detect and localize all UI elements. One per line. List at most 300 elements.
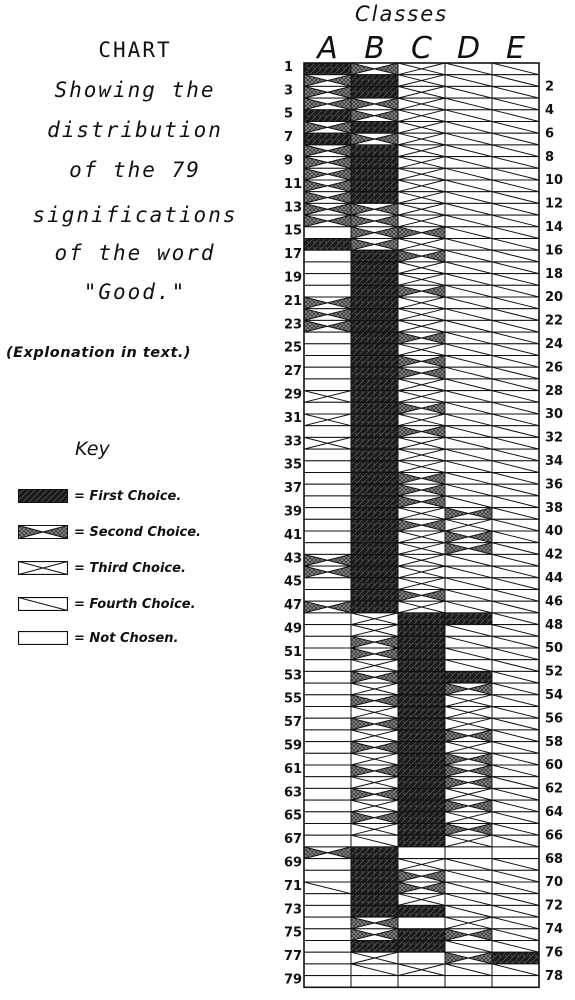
grid-cell	[351, 976, 398, 988]
grid-cell	[492, 531, 539, 543]
row-number-label: 61	[284, 761, 303, 777]
row-number-label: 52	[545, 664, 564, 680]
grid-cell	[492, 367, 539, 379]
grid-cell	[445, 402, 492, 414]
grid-cell	[398, 262, 445, 274]
grid-cell	[445, 707, 492, 719]
grid-cell	[492, 449, 539, 461]
grid-cell	[304, 765, 351, 777]
grid-cell	[304, 695, 351, 707]
grid-cell	[445, 964, 492, 976]
grid-cell	[351, 952, 398, 964]
grid-cell	[492, 742, 539, 754]
grid-cell	[304, 496, 351, 508]
grid-cell	[398, 578, 445, 590]
grid-cell	[398, 613, 445, 625]
grid-cell	[445, 379, 492, 391]
grid-cell	[492, 86, 539, 98]
grid-cell	[398, 86, 445, 98]
grid-cell	[304, 449, 351, 461]
grid-cell	[398, 952, 445, 964]
chart-title-line: distribution	[47, 118, 223, 142]
grid-cell	[398, 777, 445, 789]
grid-cell	[304, 484, 351, 496]
grid-cell	[351, 824, 398, 836]
row-number-label: 1	[284, 59, 294, 75]
grid-cell	[351, 753, 398, 765]
grid-cell	[398, 765, 445, 777]
grid-cell	[492, 437, 539, 449]
grid-cell	[351, 133, 398, 145]
grid-cell	[304, 683, 351, 695]
grid-cell	[304, 110, 351, 122]
grid-cell	[398, 905, 445, 917]
row-number-label: 17	[284, 247, 303, 263]
legend-label: = Fourth Choice.	[74, 596, 196, 612]
grid-cell	[492, 133, 539, 145]
row-number-label: 23	[284, 317, 303, 333]
grid-cell	[351, 426, 398, 438]
grid-cell	[492, 496, 539, 508]
grid-cell	[304, 157, 351, 169]
grid-cell	[492, 356, 539, 368]
grid-cell	[492, 554, 539, 566]
row-number-label: 40	[545, 524, 564, 540]
grid-cell	[398, 636, 445, 648]
grid-cell	[445, 344, 492, 356]
grid-cell	[351, 590, 398, 602]
grid-cell	[304, 590, 351, 602]
grid-cell	[351, 671, 398, 683]
grid-cell	[351, 449, 398, 461]
grid-cell	[445, 367, 492, 379]
grid-cell	[304, 554, 351, 566]
grid-cell	[492, 941, 539, 953]
grid-cell	[351, 601, 398, 613]
row-number-label: 32	[545, 430, 564, 446]
row-number-label: 9	[284, 153, 294, 169]
row-number-label: 76	[545, 945, 564, 961]
grid-cell	[492, 660, 539, 672]
grid-cell	[398, 707, 445, 719]
grid-cell	[445, 86, 492, 98]
row-number-label: 65	[284, 808, 303, 824]
grid-cell	[351, 660, 398, 672]
row-number-label: 2	[545, 79, 555, 95]
grid-cell	[351, 215, 398, 227]
grid-cell	[445, 122, 492, 134]
grid-cell	[351, 882, 398, 894]
grid-cell	[304, 870, 351, 882]
grid-cell	[445, 683, 492, 695]
grid-cell	[351, 344, 398, 356]
grid-cell	[304, 461, 351, 473]
grid-cell	[351, 227, 398, 239]
explanation-note: (Explonation in text.)	[6, 345, 192, 361]
grid-cell	[351, 250, 398, 262]
grid-cell	[351, 870, 398, 882]
grid-cell	[304, 86, 351, 98]
grid-cell	[492, 695, 539, 707]
grid-cell	[445, 285, 492, 297]
grid-cell	[304, 215, 351, 227]
grid-cell	[351, 788, 398, 800]
grid-cell	[398, 367, 445, 379]
grid-cell	[398, 695, 445, 707]
row-number-label: 39	[284, 504, 303, 520]
row-number-label: 35	[284, 457, 303, 473]
grid-cell	[304, 753, 351, 765]
grid-cell	[445, 414, 492, 426]
row-number-label: 79	[284, 972, 303, 988]
grid-cell	[445, 332, 492, 344]
grid-cell	[492, 671, 539, 683]
grid-cell	[304, 578, 351, 590]
grid-cell	[304, 941, 351, 953]
grid-cell	[304, 929, 351, 941]
grid-cell	[398, 730, 445, 742]
grid-cell	[398, 648, 445, 660]
grid-cell	[304, 508, 351, 520]
grid-cell	[351, 800, 398, 812]
grid-cell	[492, 578, 539, 590]
grid-cell	[304, 285, 351, 297]
chart-title-line: CHART	[98, 38, 172, 62]
row-number-label: 57	[284, 715, 303, 731]
grid-cell	[492, 461, 539, 473]
grid-cell	[398, 320, 445, 332]
row-number-label: 46	[545, 594, 564, 610]
row-number-label: 25	[284, 340, 303, 356]
grid-cell	[351, 859, 398, 871]
grid-cell	[445, 976, 492, 988]
row-number-label: 31	[284, 410, 303, 426]
grid-cell	[445, 391, 492, 403]
grid-cell	[398, 625, 445, 637]
row-number-label: 66	[545, 828, 564, 844]
grid-cell	[445, 847, 492, 859]
grid-cell	[304, 952, 351, 964]
row-number-label: 59	[284, 738, 303, 754]
grid-cell	[445, 590, 492, 602]
grid-cell	[445, 437, 492, 449]
grid-cell	[398, 566, 445, 578]
grid-cell	[445, 274, 492, 286]
grid-cell	[304, 812, 351, 824]
grid-cell	[492, 344, 539, 356]
row-number-label: 74	[545, 921, 564, 937]
grid-cell	[304, 835, 351, 847]
grid-cell	[398, 449, 445, 461]
row-number-label: 54	[545, 687, 564, 703]
grid-cell	[492, 285, 539, 297]
row-number-label: 73	[284, 902, 303, 918]
grid-cell	[351, 461, 398, 473]
grid-cell	[398, 941, 445, 953]
grid-cell	[398, 379, 445, 391]
grid-cell	[492, 426, 539, 438]
grid-cell	[445, 835, 492, 847]
row-number-label: 14	[545, 219, 564, 235]
row-number-label: 67	[284, 832, 303, 848]
grid-cell	[351, 718, 398, 730]
grid-cell	[351, 835, 398, 847]
grid-cell	[351, 203, 398, 215]
grid-cell	[445, 742, 492, 754]
grid-cell	[398, 98, 445, 110]
grid-cell	[398, 742, 445, 754]
grid-cell	[492, 414, 539, 426]
column-header: E	[506, 31, 525, 66]
grid-cell	[304, 660, 351, 672]
grid-cell	[492, 625, 539, 637]
grid-cell	[304, 332, 351, 344]
grid-cell	[398, 660, 445, 672]
grid-cell	[304, 473, 351, 485]
grid-cell	[445, 227, 492, 239]
grid-cell	[398, 344, 445, 356]
grid-cell	[351, 274, 398, 286]
grid-cell	[351, 917, 398, 929]
grid-cell	[492, 964, 539, 976]
grid-cell	[398, 882, 445, 894]
grid-cell	[492, 297, 539, 309]
grid-cell	[445, 531, 492, 543]
grid-cell	[351, 157, 398, 169]
grid-cell	[304, 379, 351, 391]
grid-cell	[304, 274, 351, 286]
grid-cell	[445, 168, 492, 180]
grid-cell	[445, 543, 492, 555]
grid-cell	[398, 718, 445, 730]
grid-cell	[445, 180, 492, 192]
grid-cell	[398, 426, 445, 438]
row-number-label: 38	[545, 500, 564, 516]
grid-cell	[351, 192, 398, 204]
grid-cell	[398, 976, 445, 988]
grid-cell	[445, 800, 492, 812]
grid-cell	[445, 905, 492, 917]
grid-cell	[492, 110, 539, 122]
grid-cell	[492, 402, 539, 414]
chart-title-line: Showing the	[54, 78, 216, 102]
grid-cell	[445, 660, 492, 672]
grid-cell	[304, 344, 351, 356]
grid-cell	[351, 531, 398, 543]
grid-cell	[398, 145, 445, 157]
grid-cell	[304, 859, 351, 871]
grid-cell	[398, 835, 445, 847]
grid-cell	[304, 777, 351, 789]
grid-cell	[445, 671, 492, 683]
row-number-label: 55	[284, 691, 303, 707]
grid-cell	[492, 777, 539, 789]
grid-cell	[304, 168, 351, 180]
grid-cell	[445, 882, 492, 894]
grid-cell	[351, 110, 398, 122]
grid-cell	[398, 332, 445, 344]
grid-cell	[445, 730, 492, 742]
grid-cell	[445, 578, 492, 590]
grid-cell	[351, 437, 398, 449]
grid-cell	[304, 566, 351, 578]
grid-cell	[398, 753, 445, 765]
grid-cell	[445, 297, 492, 309]
grid-cell	[398, 964, 445, 976]
grid-cell	[398, 297, 445, 309]
grid-cell	[351, 285, 398, 297]
grid-cell	[492, 98, 539, 110]
grid-cell	[304, 543, 351, 555]
grid-cell	[398, 215, 445, 227]
grid-cell	[398, 870, 445, 882]
grid-cell	[492, 180, 539, 192]
grid-cell	[351, 473, 398, 485]
grid-cell	[492, 309, 539, 321]
grid-cell	[398, 274, 445, 286]
grid-cell	[445, 320, 492, 332]
grid-cell	[492, 519, 539, 531]
row-number-label: 63	[284, 785, 303, 801]
column-header: D	[456, 31, 481, 66]
grid-cell	[492, 905, 539, 917]
grid-cell	[492, 590, 539, 602]
grid-cell	[304, 414, 351, 426]
grid-cell	[398, 133, 445, 145]
row-number-label: 45	[284, 574, 303, 590]
grid-cell	[492, 473, 539, 485]
row-number-label: 3	[284, 83, 294, 99]
grid-cell	[351, 648, 398, 660]
grid-cell	[445, 812, 492, 824]
grid-cell	[304, 133, 351, 145]
row-number-label: 20	[545, 290, 564, 306]
grid-cell	[445, 625, 492, 637]
grid-cell	[304, 531, 351, 543]
grid-cell	[398, 356, 445, 368]
grid-cell	[398, 824, 445, 836]
row-number-label: 29	[284, 387, 303, 403]
grid-cell	[304, 671, 351, 683]
grid-cell	[304, 613, 351, 625]
grid-cell	[304, 192, 351, 204]
grid-cell	[445, 262, 492, 274]
grid-cell	[351, 765, 398, 777]
grid-cell	[445, 215, 492, 227]
grid-cell	[492, 157, 539, 169]
row-number-label: 30	[545, 407, 564, 423]
row-number-label: 50	[545, 641, 564, 657]
grid-cell	[351, 730, 398, 742]
grid-cell	[304, 625, 351, 637]
row-number-label: 22	[545, 313, 564, 329]
grid-cell	[445, 870, 492, 882]
legend-label: = Not Chosen.	[74, 630, 179, 646]
grid-cell	[445, 554, 492, 566]
grid-cell	[398, 788, 445, 800]
grid-cell	[492, 601, 539, 613]
grid-cell	[445, 426, 492, 438]
grid-cell	[351, 86, 398, 98]
grid-cell	[351, 929, 398, 941]
grid-cell	[304, 309, 351, 321]
grid-cell	[398, 601, 445, 613]
grid-cell	[351, 519, 398, 531]
grid-cell	[492, 168, 539, 180]
grid-cell	[492, 391, 539, 403]
row-number-label: 36	[545, 477, 564, 493]
grid-cell	[304, 976, 351, 988]
grid-cell	[445, 484, 492, 496]
grid-cell	[445, 566, 492, 578]
grid-cell	[351, 496, 398, 508]
grid-cell	[492, 215, 539, 227]
grid-cell	[304, 636, 351, 648]
grid-cell	[445, 110, 492, 122]
grid-cell	[398, 75, 445, 87]
grid-cell	[351, 402, 398, 414]
grid-cell	[492, 636, 539, 648]
grid-cell	[398, 590, 445, 602]
row-number-label: 77	[284, 949, 303, 965]
grid-cell	[492, 976, 539, 988]
grid-cell	[351, 332, 398, 344]
grid-cell	[445, 952, 492, 964]
grid-cell	[445, 203, 492, 215]
grid-cell	[304, 648, 351, 660]
row-number-label: 10	[545, 173, 564, 189]
row-number-label: 19	[284, 270, 303, 286]
grid-cell	[445, 894, 492, 906]
grid-cell	[304, 519, 351, 531]
grid-cell	[398, 250, 445, 262]
grid-cell	[304, 882, 351, 894]
legend-label: = Third Choice.	[74, 560, 186, 576]
grid-cell	[304, 964, 351, 976]
grid-cell	[398, 203, 445, 215]
grid-cell	[304, 239, 351, 251]
grid-cell	[492, 835, 539, 847]
grid-cell	[351, 239, 398, 251]
grid-cell	[492, 870, 539, 882]
row-number-label: 27	[284, 364, 303, 380]
column-header: A	[317, 31, 338, 66]
classes-heading: Classes	[355, 2, 449, 26]
grid-cell	[492, 788, 539, 800]
grid-cell	[304, 122, 351, 134]
row-number-label: 7	[284, 130, 294, 146]
row-number-label: 56	[545, 711, 564, 727]
grid-cell	[492, 882, 539, 894]
grid-cell	[351, 636, 398, 648]
grid-cell	[398, 683, 445, 695]
grid-cell	[445, 753, 492, 765]
grid-cell	[398, 800, 445, 812]
grid-cell	[492, 929, 539, 941]
grid-cell	[351, 180, 398, 192]
row-number-label: 47	[284, 598, 303, 614]
grid-cell	[304, 917, 351, 929]
grid-cell	[398, 192, 445, 204]
grid-cell	[445, 356, 492, 368]
grid-cell	[398, 414, 445, 426]
legend-label: = First Choice.	[74, 488, 182, 504]
grid-cell	[492, 613, 539, 625]
legend-label: = Second Choice.	[74, 524, 201, 540]
grid-cell	[351, 613, 398, 625]
grid-cell	[445, 859, 492, 871]
grid-cell	[398, 309, 445, 321]
